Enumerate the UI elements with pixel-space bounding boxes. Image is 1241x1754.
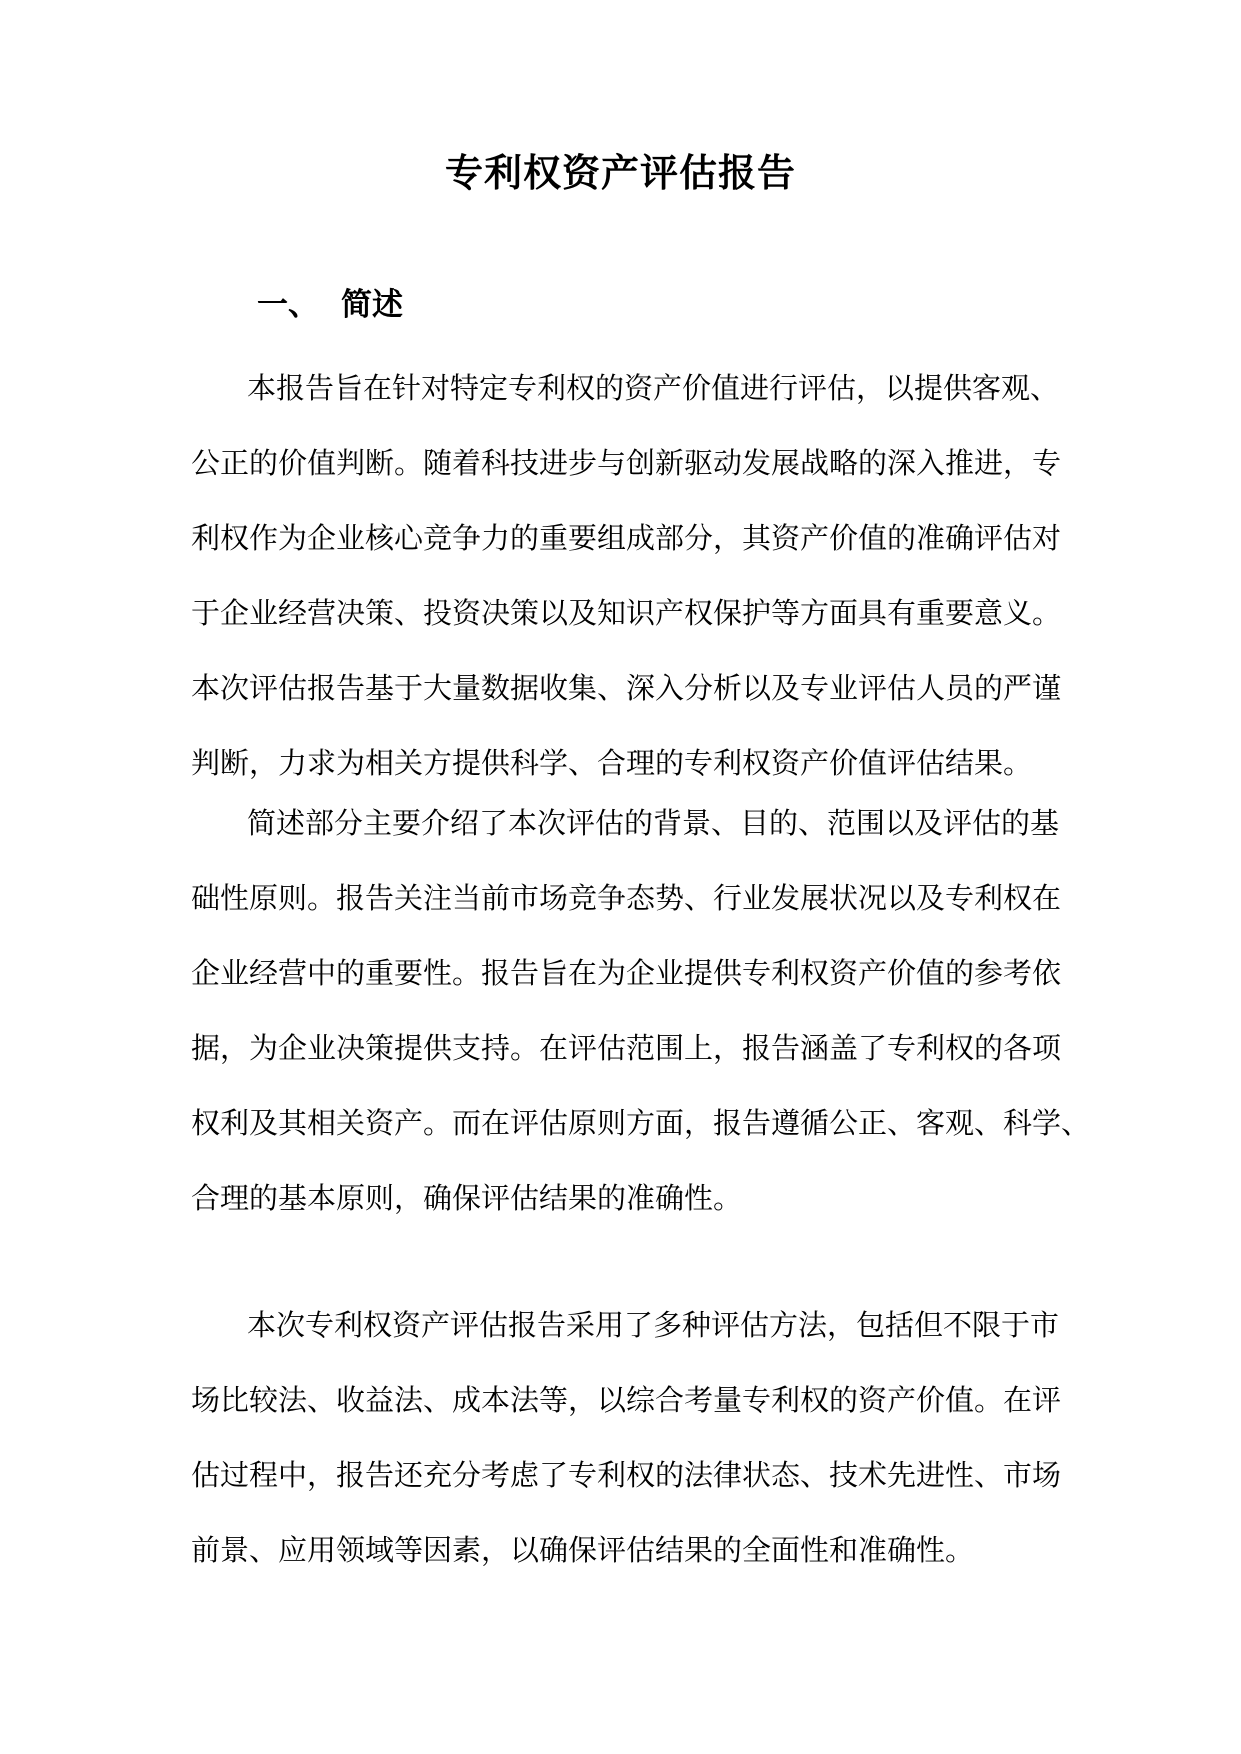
section-heading [257, 283, 403, 327]
paragraph [191, 1288, 1062, 1588]
paragraph-line: 判断，力求为相关方提供科学、合理的专利权资产价值评估结果。 [191, 746, 1033, 780]
paragraph-line: 础性原则。报告关注当前市场竞争态势、行业发展状况以及专利权在 [191, 881, 1062, 915]
paragraph-line: 据，为企业决策提供支持。在评估范围上，报告涵盖了专利权的各项 [191, 1031, 1062, 1065]
paragraph-line: 本次评估报告基于大量数据收集、深入分析以及专业评估人员的严谨 [191, 671, 1062, 705]
paragraph-line: 权利及其相关资产。而在评估原则方面，报告遵循公正、客观、科学、 [191, 1106, 1091, 1140]
paragraph-line: 前景、应用领域等因素，以确保评估结果的全面性和准确性。 [191, 1533, 975, 1567]
section-number: 一、 [257, 287, 319, 323]
section-heading-text: 简述 [341, 287, 403, 323]
paragraph-line: 利权作为企业核心竞争力的重要组成部分，其资产价值的准确评估对 [191, 521, 1062, 555]
document-title: 专利权资产评估报告 [444, 150, 796, 195]
paragraph-line: 本报告旨在针对特定专利权的资产价值进行评估，以提供客观、 [247, 371, 1060, 405]
paragraph-line: 企业经营中的重要性。报告旨在为企业提供专利权资产价值的参考依 [191, 956, 1062, 990]
paragraph-line: 合理的基本原则，确保评估结果的准确性。 [191, 1181, 743, 1215]
paragraph-line: 于企业经营决策、投资决策以及知识产权保护等方面具有重要意义。 [191, 596, 1062, 630]
paragraph-line: 场比较法、收益法、成本法等，以综合考量专利权的资产价值。在评 [191, 1383, 1062, 1417]
paragraph [191, 351, 1062, 801]
paragraph-line: 估过程中，报告还充分考虑了专利权的法律状态、技术先进性、市场 [191, 1458, 1062, 1492]
paragraph-line: 本次专利权资产评估报告采用了多种评估方法，包括但不限于市 [247, 1308, 1060, 1342]
paragraph-line: 简述部分主要介绍了本次评估的背景、目的、范围以及评估的基 [247, 806, 1060, 840]
paragraph [191, 786, 1091, 1236]
paragraph-line: 公正的价值判断。随着科技进步与创新驱动发展战略的深入推进，专 [191, 446, 1062, 480]
